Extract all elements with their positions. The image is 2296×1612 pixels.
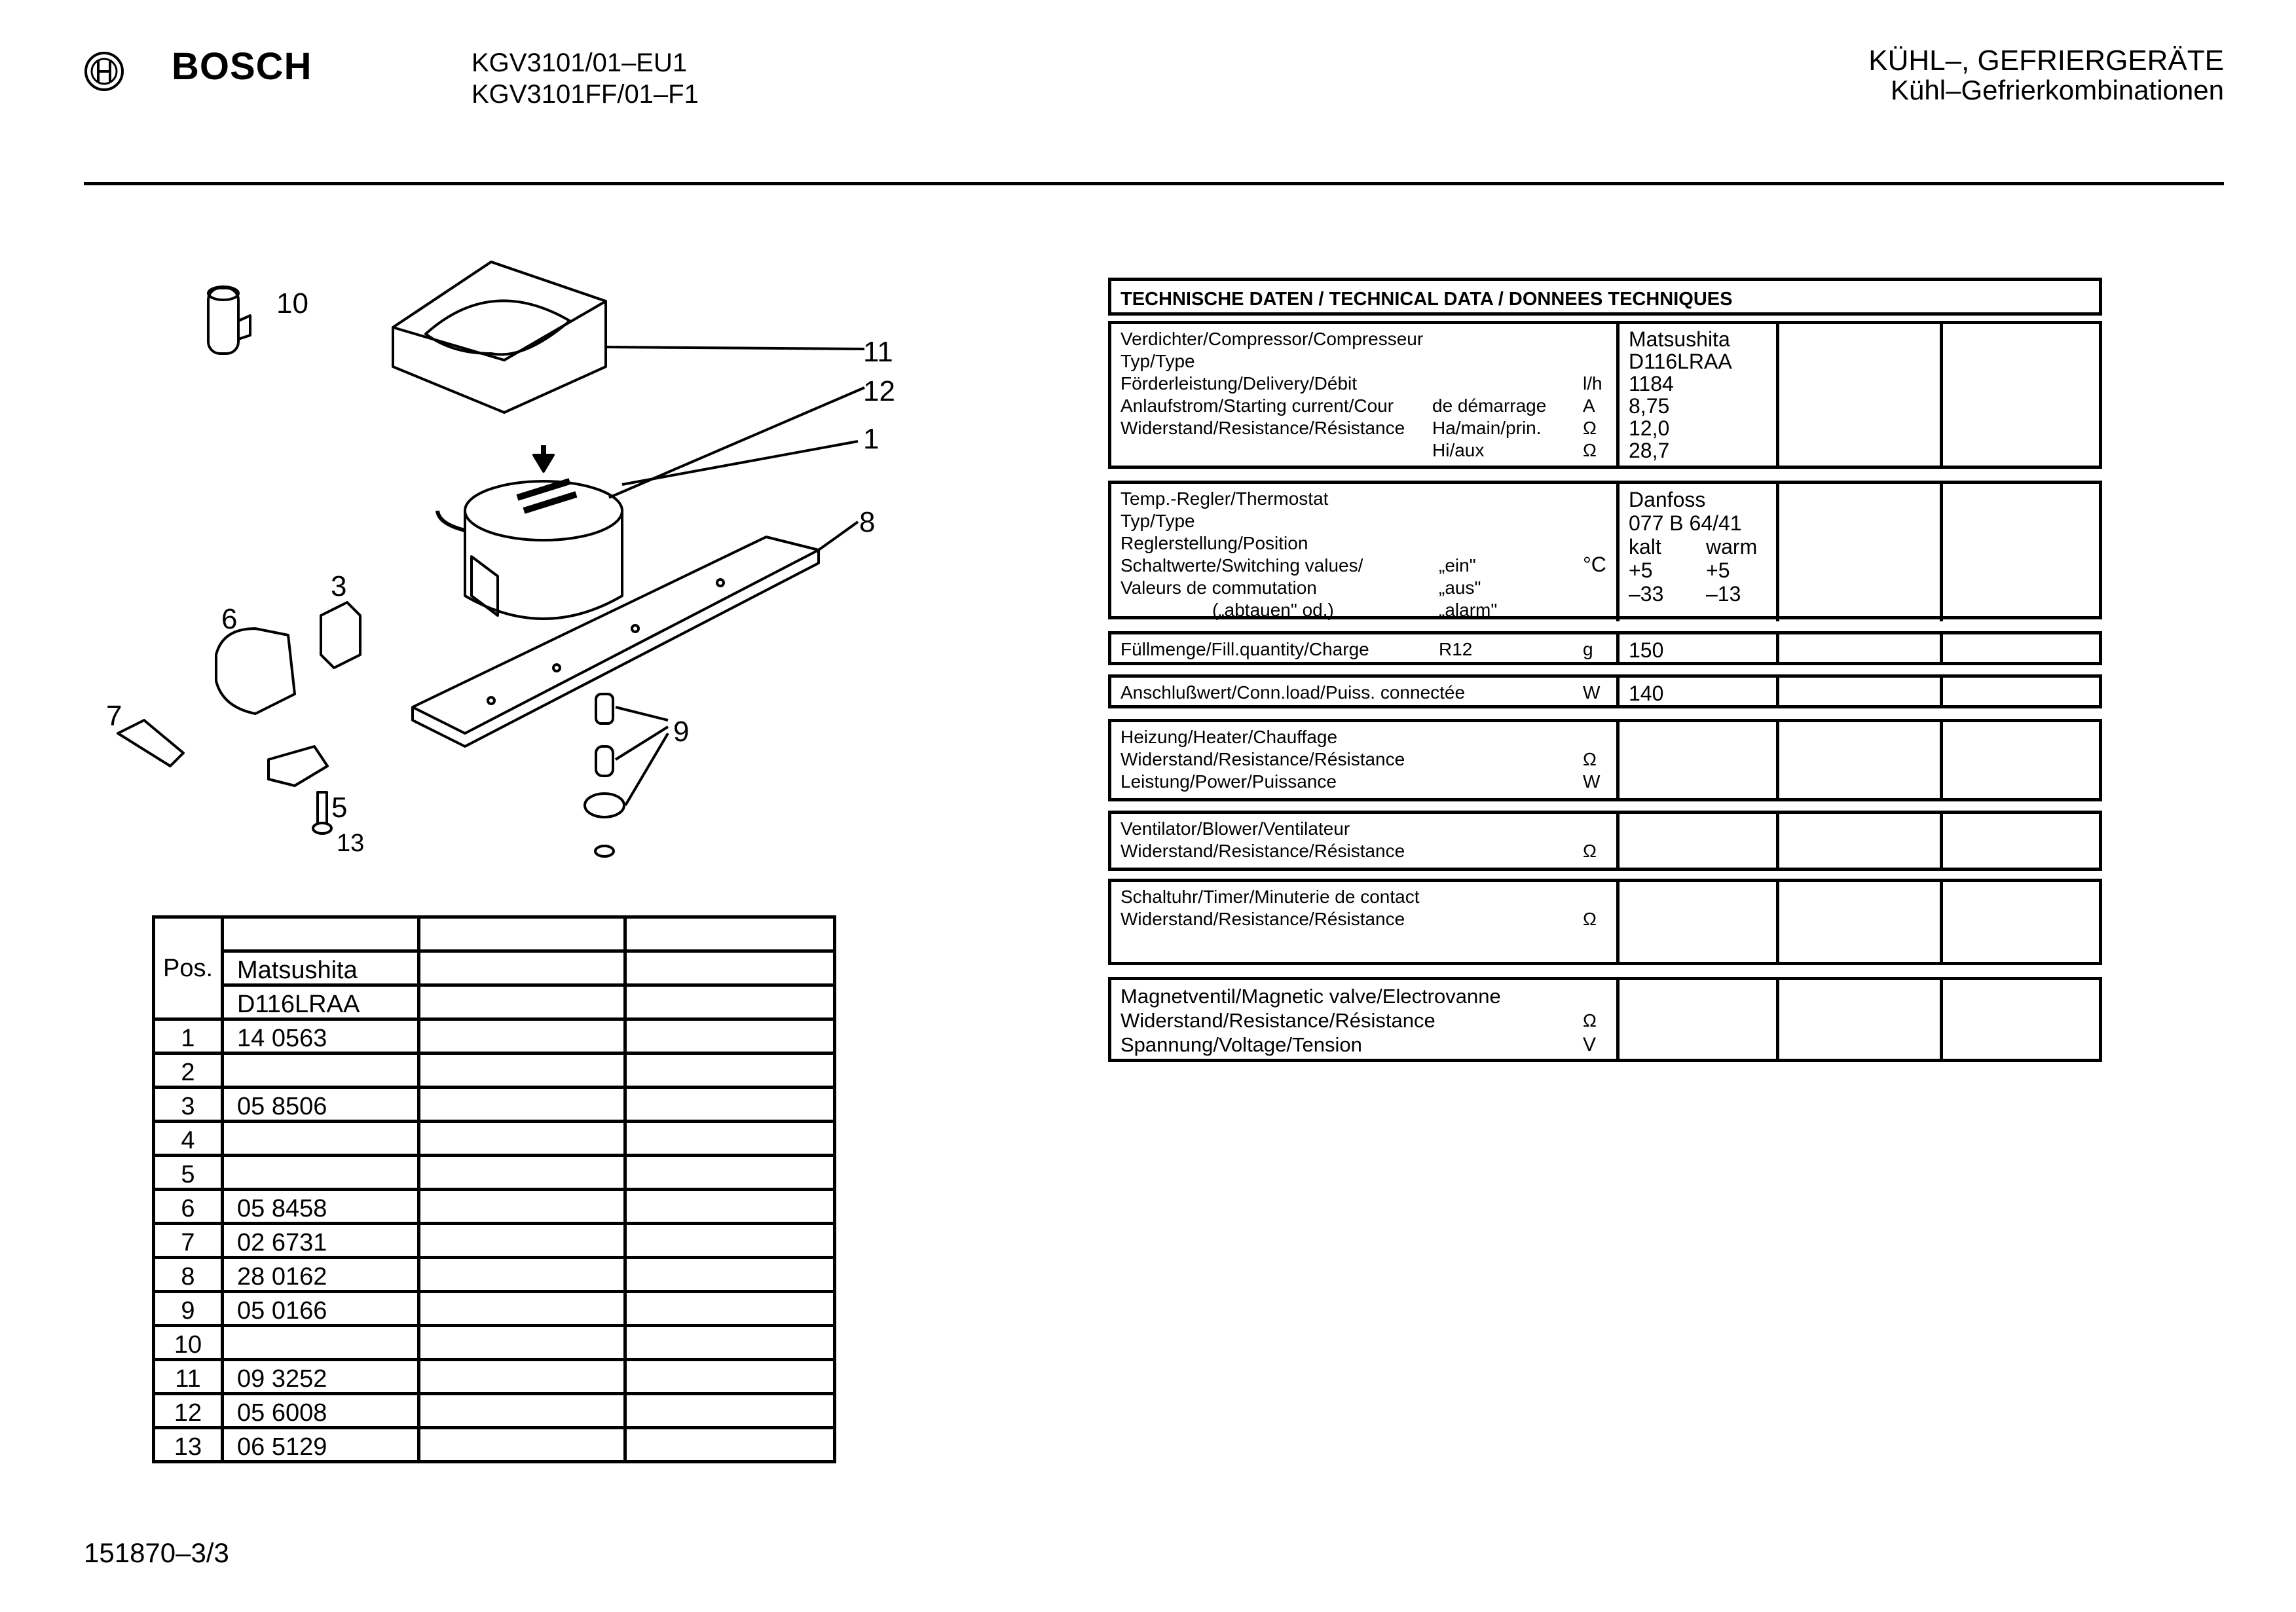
charge-unit: g bbox=[1583, 639, 1593, 659]
timer-section bbox=[1108, 879, 2102, 965]
compressor-make: Matsushita bbox=[223, 951, 419, 985]
pos-number: 4 bbox=[154, 1122, 223, 1156]
valve-resistance-unit: Ω bbox=[1583, 1010, 1597, 1031]
part-number: 05 8458 bbox=[223, 1190, 419, 1224]
parts-row bbox=[154, 1258, 835, 1292]
delivery-label: Förderleistung/Delivery/Débit bbox=[1120, 373, 1358, 394]
part-number bbox=[223, 1053, 419, 1088]
connected-load-label: Anschlußwert/Conn.load/Puiss. connectée bbox=[1120, 682, 1466, 703]
callout-7: 7 bbox=[106, 700, 122, 732]
callout-12: 12 bbox=[863, 375, 895, 407]
pos-number: 7 bbox=[154, 1224, 223, 1258]
delivery-unit: l/h bbox=[1583, 373, 1602, 394]
parts-row bbox=[154, 1360, 835, 1394]
switching-values-label: Schaltwerte/Switching values/ bbox=[1120, 555, 1363, 576]
blower-resistance-unit: Ω bbox=[1583, 841, 1597, 861]
header-divider bbox=[84, 182, 2224, 185]
timer-resistance-unit: Ω bbox=[1583, 909, 1597, 929]
charge-section bbox=[1108, 631, 2102, 665]
pos-number: 11 bbox=[154, 1360, 223, 1394]
screw-part bbox=[313, 792, 331, 833]
resistance-main-unit: Ω bbox=[1583, 418, 1597, 438]
callout-6: 6 bbox=[221, 603, 238, 635]
connected-load-unit: W bbox=[1583, 682, 1601, 703]
pos-header: Pos. bbox=[154, 917, 223, 1019]
exploded-parts-diagram bbox=[98, 249, 904, 877]
blower-resistance-label: Widerstand/Resistance/Résistance bbox=[1120, 841, 1405, 861]
callout-5: 5 bbox=[331, 792, 348, 824]
parts-row bbox=[154, 1224, 835, 1258]
callout-8: 8 bbox=[859, 506, 876, 538]
parts-row bbox=[154, 1428, 835, 1462]
heater-power-label: Leistung/Power/Puissance bbox=[1120, 771, 1337, 792]
model-number-1: KGV3101/01–EU1 bbox=[472, 48, 688, 77]
connected-load-section bbox=[1108, 674, 2102, 708]
charge-value: 150 bbox=[1620, 634, 1779, 662]
pos-number: 9 bbox=[154, 1292, 223, 1326]
warm-label: warm bbox=[1706, 535, 1758, 559]
timer-resistance-label: Widerstand/Resistance/Résistance bbox=[1120, 909, 1405, 929]
overload-part bbox=[268, 746, 327, 786]
parts-row bbox=[154, 1156, 835, 1190]
relay-cover-part bbox=[216, 629, 295, 714]
parts-row bbox=[154, 1122, 835, 1156]
part-number bbox=[223, 1122, 419, 1156]
part-number: 02 6731 bbox=[223, 1224, 419, 1258]
parts-list-table bbox=[152, 915, 836, 1463]
starting-current-label: Anlaufstrom/Starting current/Cour bbox=[1120, 395, 1394, 416]
pos-number: 12 bbox=[154, 1394, 223, 1428]
thermostat-type-value: 077 B 64/41 bbox=[1629, 511, 1742, 535]
pos-number: 8 bbox=[154, 1258, 223, 1292]
alarm-label: „alarm" bbox=[1439, 600, 1498, 620]
delivery-value: 1184 bbox=[1629, 372, 1674, 395]
part-number: 05 0166 bbox=[223, 1292, 419, 1326]
resistance-main-value: 12,0 bbox=[1629, 416, 1670, 440]
base-rail-part bbox=[413, 537, 819, 746]
part-number: 05 8506 bbox=[223, 1088, 419, 1122]
heater-resistance-unit: Ω bbox=[1583, 749, 1597, 769]
relay-part bbox=[321, 602, 360, 668]
valve-voltage-unit: V bbox=[1583, 1034, 1597, 1055]
category-title: KÜHL–, GEFRIERGERÄTE bbox=[1868, 45, 2224, 77]
connected-load-value: 140 bbox=[1620, 678, 1779, 705]
parts-row bbox=[154, 1053, 835, 1088]
parts-row bbox=[154, 1394, 835, 1428]
cold-label: kalt bbox=[1629, 535, 1661, 559]
resistance-main-label: Ha/main/prin. bbox=[1432, 418, 1542, 438]
compressor-make-value: Matsushita bbox=[1629, 327, 1730, 351]
position-label: Reglerstellung/Position bbox=[1120, 533, 1308, 553]
celsius-unit: °C bbox=[1583, 553, 1606, 576]
document-code: 151870–3/3 bbox=[84, 1537, 229, 1568]
magnetic-valve-section bbox=[1108, 977, 2102, 1062]
compressor-cover-part bbox=[393, 262, 606, 412]
compressor-label: Verdichter/Compressor/Compresseur bbox=[1120, 329, 1424, 349]
pos-number: 5 bbox=[154, 1156, 223, 1190]
thermostat-section bbox=[1108, 481, 2102, 619]
parts-row bbox=[154, 1292, 835, 1326]
blower-label: Ventilator/Blower/Ventilateur bbox=[1120, 818, 1350, 839]
compressor-section bbox=[1108, 321, 2102, 469]
compressor-part bbox=[437, 445, 622, 619]
pos-number: 13 bbox=[154, 1428, 223, 1462]
grommet-set-part bbox=[585, 694, 668, 856]
part-number: 28 0162 bbox=[223, 1258, 419, 1292]
parts-row bbox=[154, 1326, 835, 1360]
off-label: „aus" bbox=[1439, 577, 1481, 598]
off-warm-value: –13 bbox=[1706, 582, 1741, 606]
compressor-type-value: D116LRAA bbox=[1629, 350, 1732, 373]
pos-number: 3 bbox=[154, 1088, 223, 1122]
heater-power-unit: W bbox=[1583, 771, 1601, 792]
valve-label: Magnetventil/Magnetic valve/Electrovanne bbox=[1120, 985, 1501, 1008]
thermostat-label: Temp.-Regler/Thermostat bbox=[1120, 488, 1329, 509]
pos-number: 10 bbox=[154, 1326, 223, 1360]
pos-number: 1 bbox=[154, 1019, 223, 1053]
off-cold-value: –33 bbox=[1629, 582, 1664, 606]
commutation-label: Valeurs de commutation bbox=[1120, 577, 1317, 598]
model-number-2: KGV3101FF/01–F1 bbox=[472, 80, 699, 109]
defrost-label: („abtauen" od.) bbox=[1212, 600, 1334, 620]
parts-row bbox=[154, 1019, 835, 1053]
callout-10: 10 bbox=[276, 287, 308, 320]
technical-data-title: TECHNISCHE DATEN / TECHNICAL DATA / DONNEES TECHNIQUES bbox=[1108, 278, 2102, 316]
on-warm-value: +5 bbox=[1706, 559, 1730, 582]
callout-11: 11 bbox=[863, 336, 893, 368]
valve-resistance-label: Widerstand/Resistance/Résistance bbox=[1120, 1009, 1435, 1032]
callout-9: 9 bbox=[673, 716, 690, 748]
resistance-aux-label: Hi/aux bbox=[1432, 440, 1485, 460]
part-number: 09 3252 bbox=[223, 1360, 419, 1394]
resistance-aux-value: 28,7 bbox=[1629, 439, 1670, 462]
part-number bbox=[223, 1156, 419, 1190]
blower-section bbox=[1108, 811, 2102, 871]
starting-current-label-2: de démarrage bbox=[1432, 395, 1547, 416]
clip-part bbox=[118, 720, 183, 766]
refrigerant-label: R12 bbox=[1439, 639, 1473, 659]
thermostat-make-value: Danfoss bbox=[1629, 488, 1706, 511]
brand-name: BOSCH bbox=[172, 45, 312, 88]
bosch-logo-icon bbox=[84, 51, 124, 92]
category-subtitle: Kühl–Gefrierkombinationen bbox=[1891, 75, 2224, 105]
heater-section bbox=[1108, 719, 2102, 801]
thermostat-type-label: Typ/Type bbox=[1120, 511, 1195, 531]
charge-label: Füllmenge/Fill.quantity/Charge bbox=[1120, 639, 1369, 659]
parts-row bbox=[154, 1190, 835, 1224]
valve-voltage-label: Spannung/Voltage/Tension bbox=[1120, 1033, 1362, 1056]
capacitor-part bbox=[208, 287, 250, 354]
pos-number: 6 bbox=[154, 1190, 223, 1224]
resistance-aux-unit: Ω bbox=[1583, 440, 1597, 460]
callout-3: 3 bbox=[331, 570, 347, 602]
part-number: 06 5129 bbox=[223, 1428, 419, 1462]
part-number: 05 6008 bbox=[223, 1394, 419, 1428]
heater-label: Heizung/Heater/Chauffage bbox=[1120, 727, 1338, 747]
type-label: Typ/Type bbox=[1120, 351, 1195, 371]
compressor-type: D116LRAA bbox=[223, 985, 419, 1019]
callout-13: 13 bbox=[337, 830, 365, 857]
part-number: 14 0563 bbox=[223, 1019, 419, 1053]
resistance-label: Widerstand/Resistance/Résistance bbox=[1120, 418, 1405, 438]
starting-current-value: 8,75 bbox=[1629, 394, 1670, 418]
parts-row bbox=[154, 1088, 835, 1122]
callout-1: 1 bbox=[863, 423, 880, 455]
heater-resistance-label: Widerstand/Resistance/Résistance bbox=[1120, 749, 1405, 769]
on-label: „ein" bbox=[1439, 555, 1476, 576]
part-number bbox=[223, 1326, 419, 1360]
starting-current-unit: A bbox=[1583, 395, 1595, 416]
on-cold-value: +5 bbox=[1629, 559, 1653, 582]
timer-label: Schaltuhr/Timer/Minuterie de contact bbox=[1120, 887, 1420, 907]
pos-number: 2 bbox=[154, 1053, 223, 1088]
